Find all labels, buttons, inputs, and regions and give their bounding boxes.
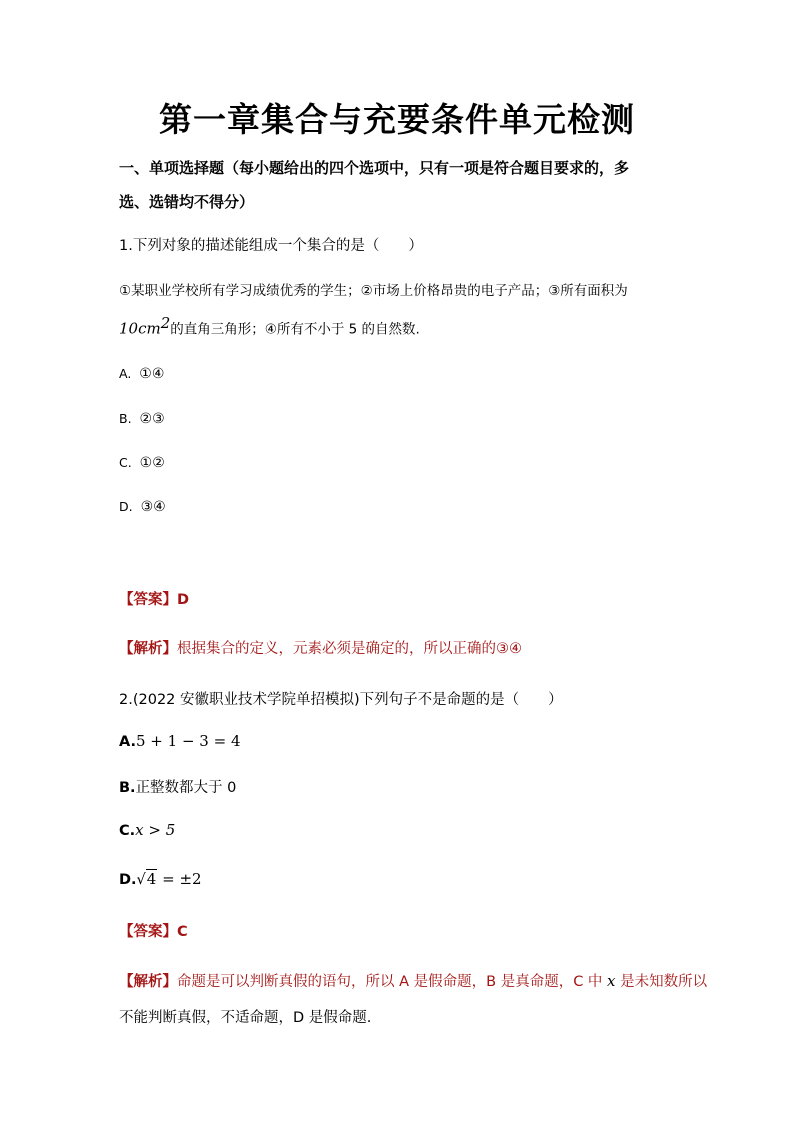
option-letter: D. [119, 499, 133, 514]
question-1-option-a [119, 366, 164, 382]
question-2-option-d [119, 870, 202, 888]
section-heading-line1: 一、单项选择题（每小题给出的四个选项中，只有一项是符合题目要求的，多 [119, 159, 630, 177]
analysis-label: 【解析】 [119, 641, 177, 657]
statement-rest: 的直角三角形；④所有不小于 5 的自然数. [170, 321, 420, 338]
option-letter: B. [119, 780, 136, 796]
option-letter: C. [119, 455, 132, 470]
analysis-circled: ③④ [496, 641, 522, 657]
option-text: ③④ [140, 499, 166, 515]
analysis-text-cont: 是未知数所以 [615, 974, 708, 990]
answer-label: 【答案】 [119, 592, 177, 608]
answer-label: 【答案】 [119, 924, 177, 940]
question-2-option-c [119, 821, 175, 839]
option-text: ①② [139, 455, 165, 471]
option-text: ②③ [139, 411, 165, 427]
area-exponent: 2 [160, 314, 171, 332]
section-heading-line2: 选、选错均不得分） [119, 193, 255, 211]
area-value: 10cm [119, 319, 161, 338]
answer-value: D [177, 592, 190, 608]
option-letter: D. [119, 872, 137, 888]
question-1-statement-line1: ①某职业学校所有学习成绩优秀的学生；②市场上价格昂贵的电子产品；③所有面积为 [119, 283, 628, 299]
question-1-option-b [119, 411, 165, 427]
question-2-option-a [119, 732, 241, 750]
answer-value: C [177, 924, 188, 940]
analysis-variable: x [607, 972, 616, 990]
page-title: 第一章集合与充要条件单元检测 [159, 100, 635, 139]
analysis-text: 命题是可以判断真假的语句，所以 A 是假命题，B 是真命题，C 中 [177, 974, 608, 990]
option-text: ①④ [139, 366, 165, 382]
question-2-analysis-line1 [119, 970, 707, 991]
option-letter: C. [119, 823, 136, 839]
option-text: 正整数都大于 0 [135, 780, 237, 796]
option-letter: A. [119, 734, 136, 750]
question-1-analysis [119, 637, 522, 658]
question-1-answer [119, 588, 189, 609]
analysis-label: 【解析】 [119, 974, 177, 990]
option-text: = ±2 [157, 870, 202, 888]
option-text: x > 5 [135, 821, 176, 839]
sqrt-icon: √ [136, 872, 146, 888]
question-2-stem: 2.(2022 安徽职业技术学院单招模拟)下列句子不是命题的是（ ） [119, 692, 563, 708]
option-letter: B. [119, 411, 132, 426]
question-2-option-b [119, 776, 236, 797]
radicand: 4 [146, 870, 157, 888]
question-1-stem: 1.下列对象的描述能组成一个集合的是（ ） [119, 238, 423, 254]
question-1-option-c [119, 455, 165, 471]
question-2-analysis-line2: 不能判断真假，不适命题，D 是假命题. [119, 1010, 372, 1026]
option-letter: A. [119, 366, 132, 381]
analysis-text: 根据集合的定义，元素必须是确定的，所以正确的 [177, 641, 496, 657]
question-1-statement-line2 [119, 314, 420, 338]
question-1-option-d [119, 499, 166, 515]
option-text: 5 + 1 − 3 = 4 [136, 732, 241, 750]
question-2-answer [119, 920, 188, 941]
